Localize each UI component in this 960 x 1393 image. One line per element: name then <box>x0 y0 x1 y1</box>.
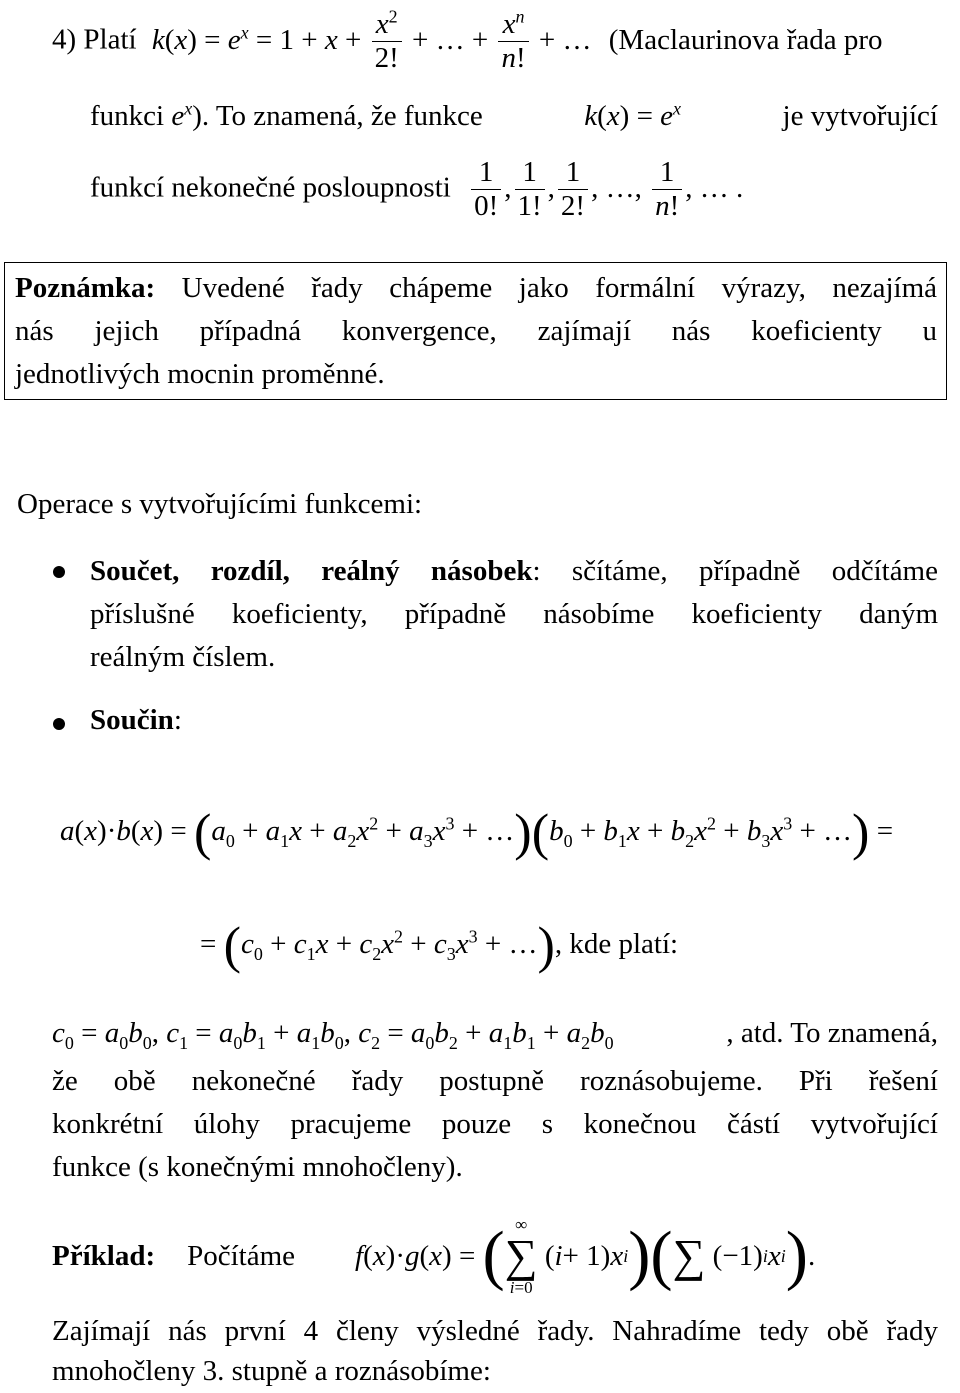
coefficients-line <box>52 1012 938 1055</box>
intro-line3-lead: funkcí nekonečné posloupnosti <box>90 171 451 204</box>
item-number: 4) <box>52 23 77 56</box>
example-label: Příklad: <box>52 1239 156 1272</box>
intro-line2-c: je vytvořující <box>782 100 938 132</box>
intro-line2-b: ). To znamená, že funkce <box>192 100 483 132</box>
product-line-3: konkrétní úlohy pracujeme pouze s konečnou částí vytvořující <box>52 1108 938 1140</box>
note-text-1: Uvedené řady chápeme jako formální výrazy, nezajímá <box>181 272 937 304</box>
result-series: = ($c_0 + c_1x + c_2x^2 + c_3x^3$ + …), kde platí: <box>200 916 679 975</box>
bullet2-bold: Součin <box>90 704 174 736</box>
product-formula: $a(x)\cdot b(x) = (a_0 + a_1x + a_2x^2 + a_3x^3$ + $\dots)(b_0 + b_1x + b_2x^2 + b_3x^3$ + …) = <box>60 803 894 862</box>
maclaurin-formula: $k(x) = e^x = 1 + x$ + $\frac{x^2}{2!}$ + … + $\frac{x^n}{n!}$ + … <box>151 6 599 75</box>
bullet1-bold: Součet, rozdíl, reálný násobek <box>90 555 533 587</box>
note-label: Poznámka: <box>15 272 156 304</box>
fraction-x2: $\frac{x^2}{2!}$ <box>372 8 402 76</box>
generating-function-formula: $k(x) = e^x$ <box>584 98 682 132</box>
where-label: , kde platí: <box>554 928 679 960</box>
example-formula: f ( x )· g ( x ) = ( ∞ ∑ i=0 ( i + 1) x i ) ( ∑ (−1) i x i ) . <box>355 1215 816 1297</box>
product-line-2: že obě nekonečné řady postupně roznásobujeme. Při řešení <box>52 1065 938 1097</box>
intro-line-1 <box>52 8 883 76</box>
bullet2-text: : <box>173 704 182 736</box>
fraction-xn: $\frac{x^n}{n!}$ <box>498 8 528 76</box>
coefficient-formulas: $c_0 = a_0b_0$, $c_1 = a_0b_1 + a_1b_0$, $c_2 = a_0b_2 + a_1b_1 + a_2b_0$ <box>52 1017 614 1053</box>
intro-trail: (Maclaurinova řada pro <box>608 23 883 56</box>
note-line-1 <box>15 267 937 310</box>
bullet1-line-1 <box>90 550 938 593</box>
bullet-icon <box>53 566 65 578</box>
note-line-3: jednotlivých mocnin proměnné. <box>15 358 385 390</box>
operations-heading: Operace s vytvořujícími funkcemi: <box>17 488 423 520</box>
example-line <box>52 1216 815 1296</box>
bullet1-line-2: příslušné koeficienty, případně násobíme koeficienty daným <box>90 598 938 630</box>
bullet-icon <box>53 718 65 730</box>
intro-line2-a: funkci <box>90 100 165 132</box>
bullet2-line <box>90 704 182 737</box>
sequence-formula: $\frac{1}{0!}$ , $\frac{1}{1!}$ , $\frac{1}{2!}$ , …, $\frac{1}{n!}$ , … . <box>468 172 743 204</box>
example-line-3: mnohočleny 3. stupně a roznásobíme: <box>52 1355 491 1387</box>
note-line-2: nás jejich případná konvergence, zajímají nás koeficienty u <box>15 315 937 347</box>
intro-line-2: funkci $e^x$). To znamená, že funkce $k(x) = e^x$ je vytvořující <box>90 98 938 132</box>
bullet1-line-3: reálným číslem. <box>90 641 276 673</box>
intro-lead: Platí <box>83 23 137 56</box>
coefficient-trail: , atd. To znamená, <box>726 1017 938 1049</box>
product-line-4: funkce (s konečnými mnohočleny). <box>52 1151 463 1183</box>
example-line-2: Zajímají nás první 4 členy výsledné řady. Nahradíme tedy obě řady <box>52 1315 938 1347</box>
bullet1-text: : sčítáme, případně odčítáme <box>532 555 938 587</box>
intro-line-3 <box>90 156 743 224</box>
example-lead: Počítáme <box>187 1239 296 1272</box>
